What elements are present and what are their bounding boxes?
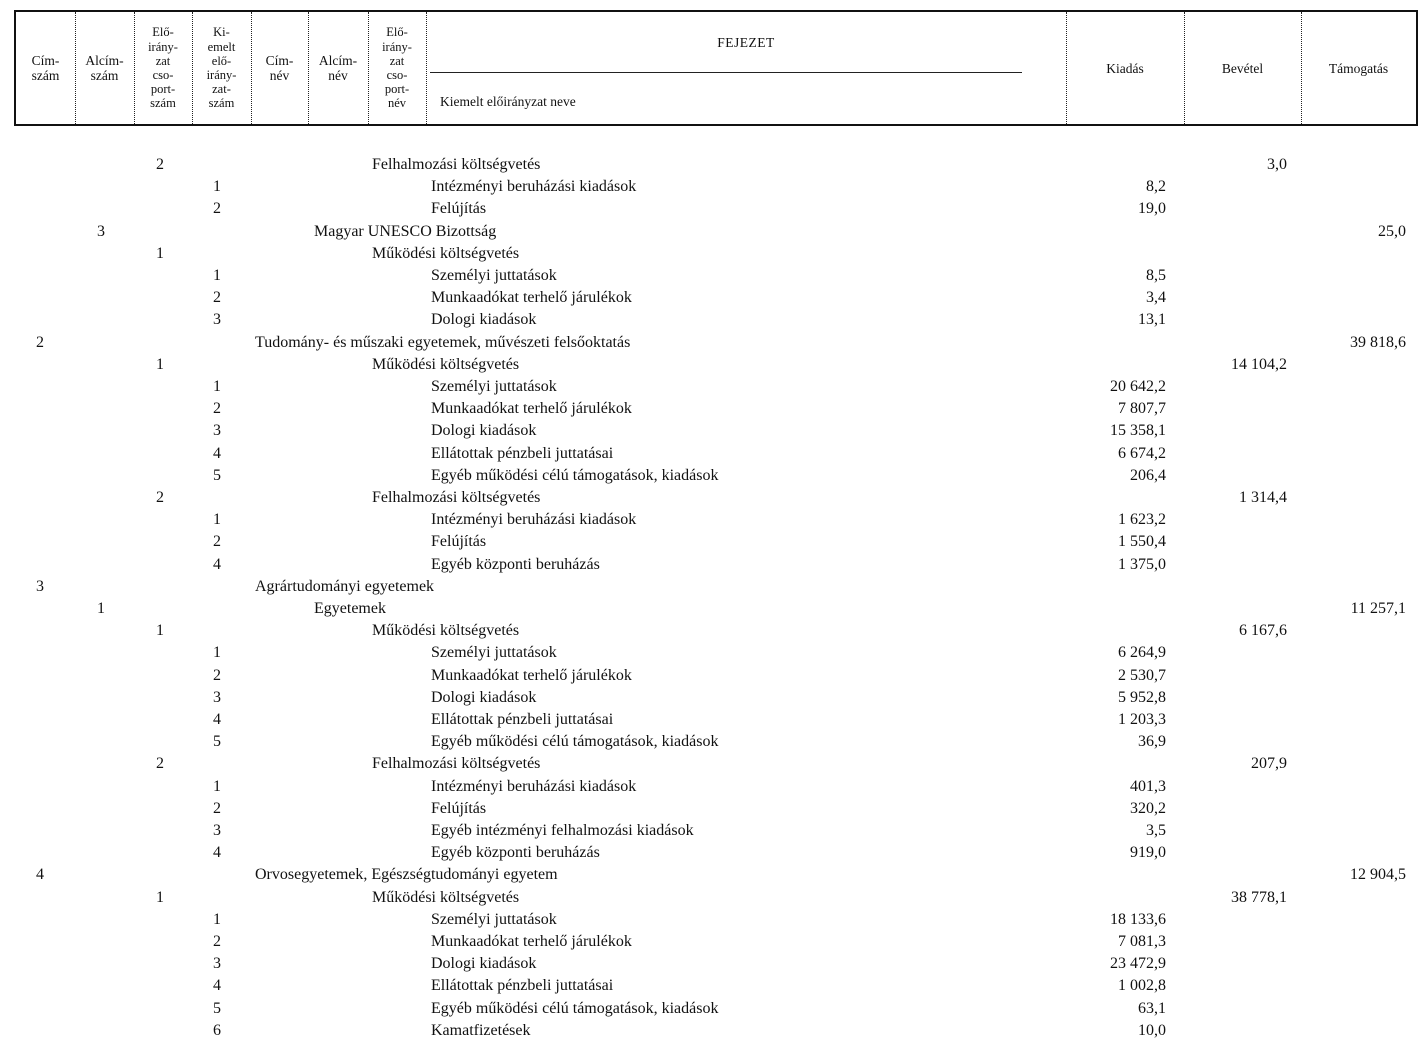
table-row [0,199,1428,221]
row-name: Ellátottak pénzbeli juttatásai [431,711,614,728]
row-name: Kamatfizetések [431,1021,531,1039]
header-fejezet: FEJEZET [717,35,775,50]
table-row [0,910,1428,932]
row-code: 6 [213,1021,221,1039]
table-row [0,666,1428,688]
table-row [0,1021,1428,1043]
row-tamogatas: 11 257,1 [1350,600,1406,617]
row-name: Magyar UNESCO Bizottság [314,222,497,240]
table-row [0,421,1428,443]
table-row [0,843,1428,865]
row-tamogatas: 25,0 [1378,222,1406,240]
row-code: 3 [213,822,221,839]
row-bevetel: 14 104,2 [1231,355,1287,373]
row-name: Személyi juttatások [431,267,557,284]
header-kiadas: Kiadás [1106,60,1144,76]
table-row [0,222,1428,244]
row-code: 2 [156,755,164,773]
row-code: 1 [156,355,164,373]
row-tamogatas: 12 904,5 [1350,866,1406,884]
row-name: Intézményi beruházási kiadások [431,777,637,795]
row-kiadas: 13,1 [1138,311,1166,329]
row-name: Egyéb működési célú támogatások, kiadások [431,466,719,484]
row-kiadas: 19,0 [1138,200,1166,218]
row-code: 3 [213,311,221,329]
row-code: 2 [213,200,221,218]
header-eloiranyzat-csoport-szam: Elő- irány- zat cso- port- szám [148,25,178,111]
row-code: 5 [213,999,221,1017]
row-bevetel: 38 778,1 [1231,888,1287,906]
row-kiadas: 15 358,1 [1110,422,1166,440]
table-row [0,310,1428,332]
table-row [0,710,1428,732]
row-code: 5 [213,733,221,751]
row-kiadas: 18 133,6 [1110,910,1166,928]
table-row [0,377,1428,399]
row-name: Munkaadókat terhelő járulékok [431,666,632,684]
row-code: 3 [213,422,221,440]
row-kiadas: 7 081,3 [1118,933,1166,950]
row-bevetel: 3,0 [1267,156,1287,173]
table-row [0,577,1428,599]
row-name: Személyi juttatások [431,644,557,662]
row-code: 1 [213,267,221,284]
row-name: Dologi kiadások [431,311,537,329]
row-name: Egyéb működési célú támogatások, kiadások [431,999,719,1017]
table-row [0,932,1428,954]
row-name: Egyéb működési célú támogatások, kiadások [431,733,719,751]
row-code: 5 [213,466,221,484]
row-code: 3 [36,577,44,595]
row-kiadas: 7 807,7 [1118,400,1166,418]
row-kiadas: 8,5 [1146,267,1166,284]
row-name: Felhalmozási költségvetés [372,489,541,506]
table-row [0,976,1428,998]
row-kiadas: 3,5 [1146,822,1166,839]
header-tamogatas: Támogatás [1328,60,1389,76]
table-row [0,399,1428,421]
row-kiadas: 1 550,4 [1118,533,1166,551]
row-kiadas: 3,4 [1146,289,1166,307]
table-row [0,888,1428,910]
row-name: Egyetemek [314,600,386,617]
row-name: Személyi juttatások [431,378,557,395]
row-kiadas: 919,0 [1130,844,1166,862]
header-kiemelt-eloiranyzat-szam: Ki- emelt elő- irány- zat- szám [206,25,237,111]
row-name: Felhalmozási költségvetés [372,156,541,173]
row-code: 4 [213,555,221,573]
table-row [0,865,1428,887]
row-kiadas: 36,9 [1138,733,1166,751]
table-row [0,333,1428,355]
row-tamogatas: 39 818,6 [1350,333,1406,351]
table-row [0,954,1428,976]
table-row [0,621,1428,643]
row-kiadas: 8,2 [1146,178,1166,196]
row-name: Felújítás [431,533,487,551]
row-code: 3 [213,955,221,973]
row-code: 2 [213,400,221,418]
row-name: Egyéb intézményi felhalmozási kiadások [431,822,694,839]
row-name: Munkaadókat terhelő járulékok [431,933,632,950]
row-code: 3 [213,688,221,706]
table-row [0,821,1428,843]
row-name: Dologi kiadások [431,955,537,973]
row-code: 1 [213,378,221,395]
row-name: Munkaadókat terhelő járulékok [431,400,632,418]
table-row [0,643,1428,665]
row-bevetel: 207,9 [1251,755,1287,773]
row-name: Intézményi beruházási kiadások [431,178,637,196]
row-kiadas: 20 642,2 [1110,378,1166,395]
table-row [0,510,1428,532]
row-code: 2 [213,799,221,817]
table-row [0,444,1428,466]
table-row [0,466,1428,488]
row-name: Agrártudományi egyetemek [255,577,435,595]
table-row [0,777,1428,799]
row-name: Tudomány- és műszaki egyetemek, művészeti felsőoktatás [255,333,631,351]
row-kiadas: 2 530,7 [1118,666,1166,684]
row-name: Orvosegyetemek, Egészségtudományi egyetem [255,866,558,884]
table-row [0,754,1428,776]
row-name: Egyéb központi beruházás [431,555,600,573]
row-name: Felhalmozási költségvetés [372,755,541,773]
table-row [0,999,1428,1021]
row-code: 1 [156,244,164,262]
row-kiadas: 1 623,2 [1118,511,1166,529]
row-code: 2 [36,333,44,351]
header-cimnev: Cím- név [265,53,294,83]
row-code: 1 [213,178,221,196]
table-row [0,488,1428,510]
row-kiadas: 1 203,3 [1118,711,1166,728]
row-kiadas: 23 472,9 [1110,955,1166,973]
row-kiadas: 1 002,8 [1118,977,1166,995]
table-row [0,155,1428,177]
row-kiadas: 1 375,0 [1118,555,1166,573]
header-alcimszam: Alcím- szám [85,53,124,83]
row-code: 1 [213,511,221,529]
row-kiadas: 5 952,8 [1118,688,1166,706]
row-name: Személyi juttatások [431,910,557,928]
row-bevetel: 6 167,6 [1239,622,1287,640]
row-code: 1 [213,777,221,795]
row-name: Működési költségvetés [372,355,520,373]
row-name: Ellátottak pénzbeli juttatásai [431,977,614,995]
row-name: Felújítás [431,799,487,817]
row-code: 2 [156,156,164,173]
row-code: 2 [213,533,221,551]
table-row [0,555,1428,577]
row-kiadas: 401,3 [1130,777,1166,795]
row-code: 4 [36,866,44,884]
row-code: 1 [156,888,164,906]
row-name: Ellátottak pénzbeli juttatásai [431,444,614,462]
row-code: 2 [156,489,164,506]
row-kiadas: 63,1 [1138,999,1166,1017]
row-code: 2 [213,933,221,950]
header-bevetel: Bevétel [1221,60,1264,76]
row-kiadas: 10,0 [1138,1021,1166,1039]
row-name: Működési költségvetés [372,244,520,262]
row-code: 4 [213,977,221,995]
header-cimszam: Cím- szám [31,53,60,83]
table-row [0,266,1428,288]
table-row [0,244,1428,266]
row-code: 1 [156,622,164,640]
table-row [0,288,1428,310]
row-kiadas: 6 264,9 [1118,644,1166,662]
row-bevetel: 1 314,4 [1239,489,1287,506]
table-row [0,355,1428,377]
row-code: 4 [213,844,221,862]
row-code: 2 [213,666,221,684]
row-name: Dologi kiadások [431,688,537,706]
row-name: Intézményi beruházási kiadások [431,511,637,529]
table-row [0,688,1428,710]
table-row [0,799,1428,821]
row-name: Felújítás [431,200,487,218]
row-name: Működési költségvetés [372,888,520,906]
row-name: Munkaadókat terhelő járulékok [431,289,632,307]
row-name: Egyéb központi beruházás [431,844,600,862]
row-code: 2 [213,289,221,307]
header-eloiranyzat-csoport-nev: Elő- irány- zat cso- port- név [382,25,412,111]
header-alcimnev: Alcím- név [318,53,358,83]
row-code: 1 [97,600,105,617]
row-kiadas: 206,4 [1130,466,1166,484]
row-name: Dologi kiadások [431,422,537,440]
row-code: 4 [213,444,221,462]
table-row [0,599,1428,621]
row-code: 3 [97,222,105,240]
row-code: 4 [213,711,221,728]
row-kiadas: 320,2 [1130,799,1166,817]
table-row [0,732,1428,754]
row-code: 1 [213,644,221,662]
row-code: 1 [213,910,221,928]
table-row [0,177,1428,199]
header-kiemelt-eloiranyzat-neve: Kiemelt előirányzat neve [440,94,576,109]
row-name: Működési költségvetés [372,622,520,640]
table-row [0,532,1428,554]
row-kiadas: 6 674,2 [1118,444,1166,462]
